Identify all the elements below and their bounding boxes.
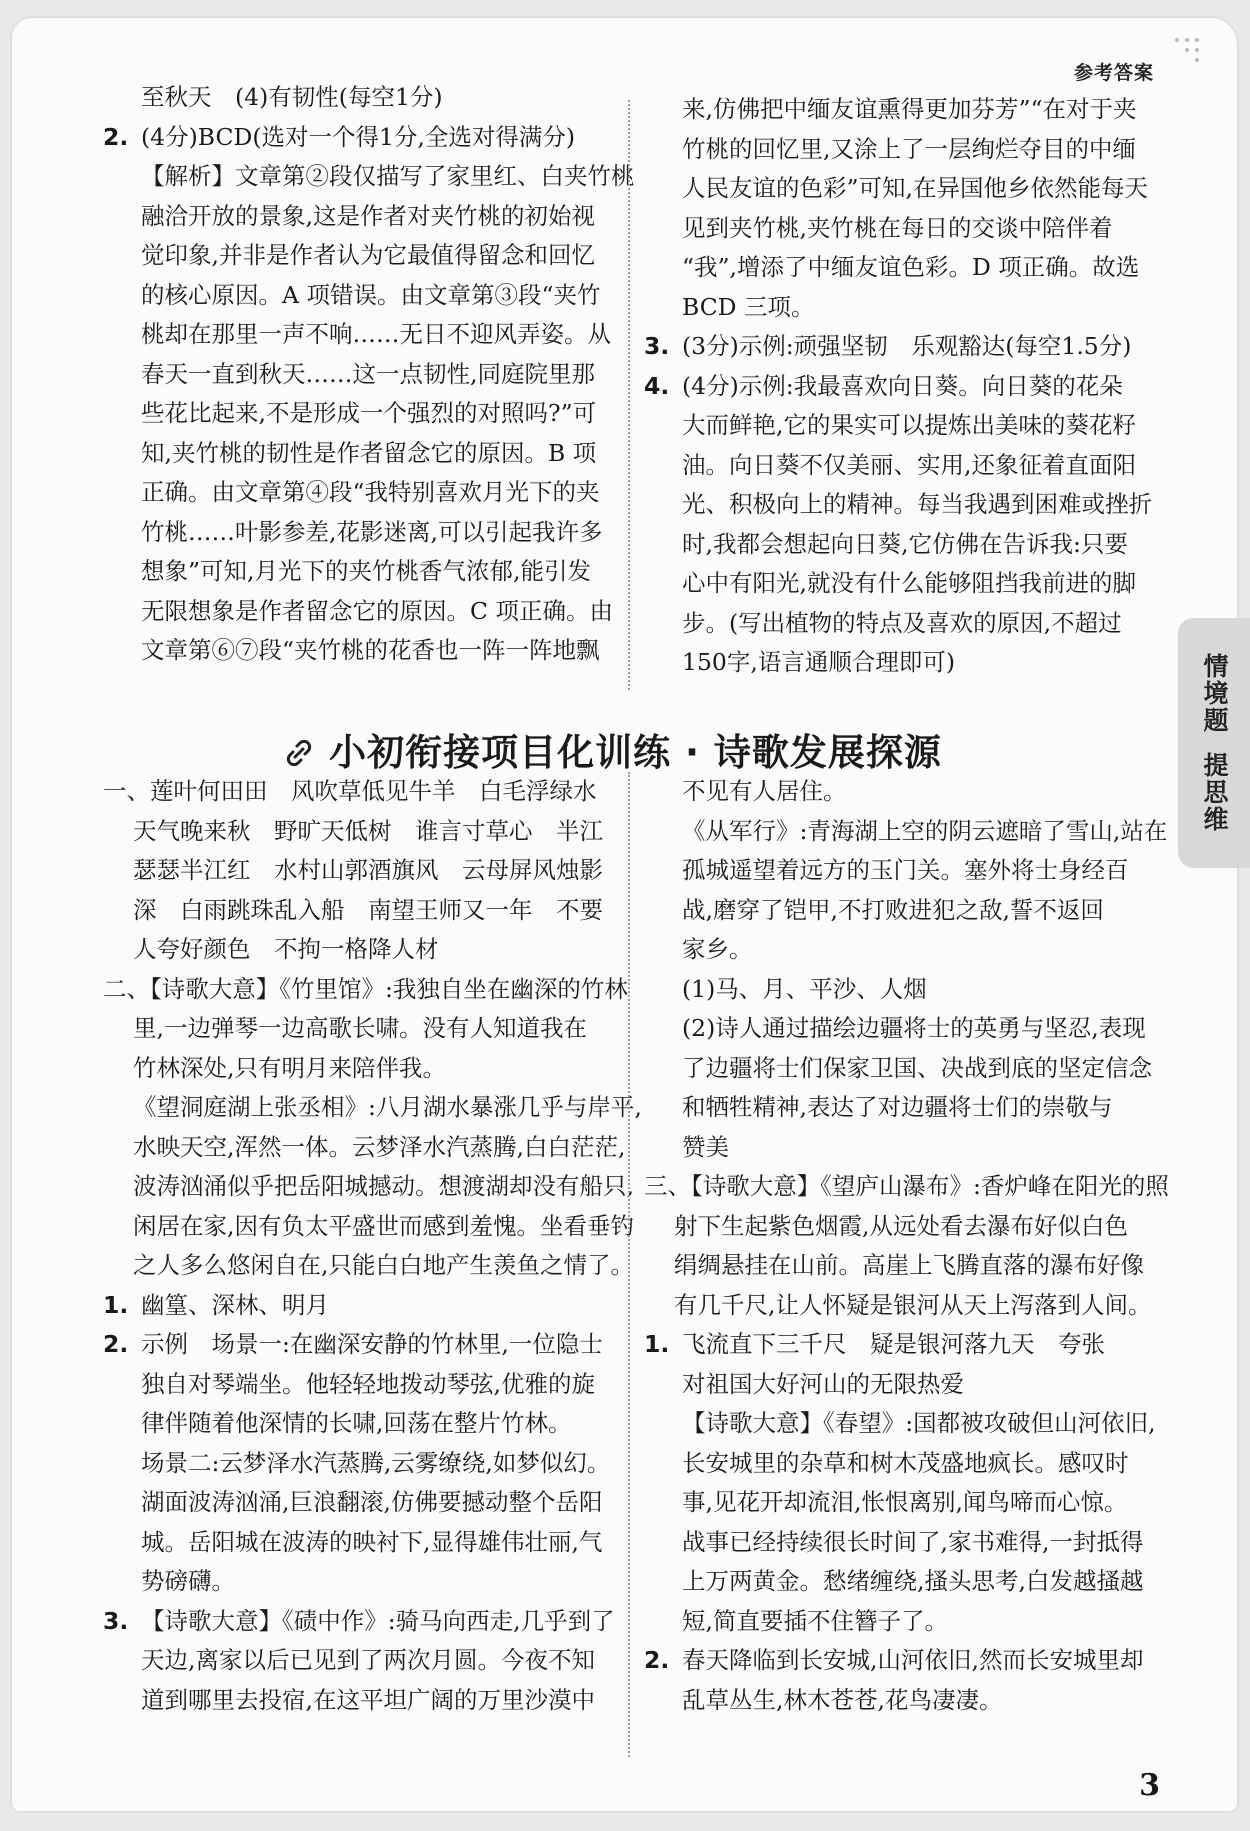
text-line: 场景二:云梦泽水汽蒸腾,云雾缭绕,如梦似幻。 (141, 1448, 611, 1477)
text-line: (4分)示例:我最喜欢向日葵。向日葵的花朵 (682, 371, 1123, 400)
text-line: 不见有人居住。 (682, 777, 847, 805)
question-3-header (103, 1602, 642, 1642)
question-2-header (103, 1325, 642, 1365)
text-line: 家乡。 (682, 935, 753, 963)
item-number: 3. (644, 332, 670, 360)
text-line: 一、莲叶何田田 风吹草低见牛羊 白毛浮绿水 (103, 777, 597, 805)
text-line: 城。岳阳城在波涛的映衬下,显得雄伟壮丽,气 (141, 1527, 603, 1556)
link-icon (283, 737, 315, 769)
text-line: 赞美 (682, 1132, 729, 1161)
question-1 (103, 1286, 642, 1326)
text-line: 竹林深处,只有明月来陪伴我。 (133, 1053, 446, 1082)
text-line: 光、积极向上的精神。每当我遇到困难或挫折 (682, 490, 1152, 518)
page-number: 3 (1139, 1768, 1160, 1803)
question-3 (644, 327, 1152, 367)
text-line: 【解析】文章第②段仅描写了家里红、白夹竹桃 (141, 162, 635, 190)
text-line: 示例 场景一:在幽深安静的竹林里,一位隐士 (141, 1330, 603, 1358)
text-line: 律伴随着他深情的长啸,回荡在整片竹林。 (141, 1409, 572, 1437)
text-line: 桃却在那里一声不响……无日不迎风弄姿。从 (141, 320, 611, 348)
text-line: 长安城里的杂草和树木茂盛地疯长。感叹时 (682, 1448, 1129, 1477)
text-line: 来,仿佛把中缅友谊熏得更加芬芳”“在对于夹 (682, 95, 1137, 123)
bottom-left-column (103, 772, 642, 1720)
text-line: 和牺牲精神,表达了对边疆将士们的崇敬与 (682, 1093, 1113, 1121)
text-line: 【诗歌大意】《春望》:国都被攻破但山河依旧, (682, 1409, 1156, 1437)
text-line: 至秋天 (4)有韧性(每空1分) (141, 83, 443, 111)
text-line: 势磅礴。 (141, 1567, 235, 1595)
text-line: 正确。由文章第④段“我特别喜欢月光下的夹 (141, 478, 600, 506)
text-line: 上万两黄金。愁绪缠绕,搔头思考,白发越搔越 (682, 1567, 1144, 1595)
text-line: 战事已经持续很长时间了,家书难得,一封抵得 (682, 1527, 1144, 1556)
text-line: 瑟瑟半江红 水村山郭酒旗风 云母屏风烛影 (133, 856, 603, 884)
text-line: 幽篁、深林、明月 (141, 1290, 329, 1319)
header-label: 参考答案 (1073, 62, 1154, 84)
text-line: 竹桃……叶影参差,花影迷离,可以引起我许多 (141, 517, 603, 546)
question-1-header (644, 1325, 1169, 1365)
text-line: 湖面波涛汹涌,巨浪翻滚,仿佛要撼动整个岳阳 (141, 1488, 603, 1516)
text-line: 射下生起紫色烟霞,从远处看去瀑布好似白色 (674, 1211, 1128, 1240)
text-line: 竹桃的回忆里,又涂上了一层绚烂夺目的中缅 (682, 134, 1136, 163)
text-line: 事,见花开却流泪,怅恨离别,闻鸟啼而心惊。 (682, 1488, 1128, 1516)
text-line: (3分)示例:顽强坚韧 乐观豁达(每空1.5分) (682, 332, 1132, 360)
text-line: 些花比起来,不是形成一个强烈的对照吗?”可 (141, 399, 597, 427)
text-line: 战,磨穿了铠甲,不打败进犯之敌,誓不返回 (682, 895, 1104, 924)
text-line: 《从军行》:青海湖上空的阴云遮暗了雪山,站在 (682, 816, 1168, 845)
text-line: 了边疆将士们保家卫国、决战到底的坚定信念 (682, 1053, 1152, 1082)
text-line: 觉印象,并非是作者认为它最值得留念和回忆 (141, 241, 595, 269)
column-divider-bottom (628, 772, 630, 1757)
text-line: 飞流直下三千尺 疑是银河落九天 夸张 (682, 1330, 1105, 1358)
text-line: 短,简直要插不住簪子了。 (682, 1606, 948, 1635)
text-line: 绢绸悬挂在山前。高崖上飞腾直落的瀑布好像 (674, 1251, 1144, 1279)
text-line: 春天降临到长安城,山河依旧,然而长安城里却 (682, 1646, 1144, 1674)
item-number: 2. (103, 1330, 129, 1358)
text-line: 之人多么悠闲自在,只能白白地产生羡鱼之情了。 (133, 1251, 634, 1279)
text-line: 人民友谊的色彩”可知,在异国他乡依然能每天 (682, 174, 1148, 202)
section-title-text: 小初衔接项目化训练 · 诗歌发展探源 (329, 731, 942, 774)
question-2-header (103, 118, 635, 158)
text-line: 融洽开放的景象,这是作者对夹竹桃的初始视 (141, 201, 595, 230)
text-line: 乱草丛生,林木苍苍,花鸟凄凄。 (682, 1685, 1003, 1714)
section-title (0, 722, 1225, 776)
column-divider-top (628, 100, 630, 690)
text-line: 闲居在家,因有负太平盛世而感到羞愧。坐看垂钓 (133, 1211, 634, 1240)
text-line: 人夸好颜色 不拘一格降人材 (133, 935, 439, 963)
text-line: (2)诗人通过描绘边疆将士的英勇与坚忍,表现 (682, 1014, 1146, 1042)
text-line: 《望洞庭湖上张丞相》:八月湖水暴涨几乎与岸平, (133, 1093, 642, 1121)
question-4-header (644, 367, 1152, 407)
item-number: 2. (103, 122, 129, 151)
text-line: 想象”可知,月光下的夹竹桃香气浓郁,能引发 (141, 557, 591, 585)
corner-decoration (1167, 32, 1217, 72)
item-number: 2. (644, 1646, 670, 1674)
top-left-column (103, 78, 635, 671)
side-tab-line2: 提思维 (1200, 752, 1229, 833)
text-line: 二、【诗歌大意】《竹里馆》:我独自坐在幽深的竹林 (103, 974, 628, 1003)
text-line: 有几千尺,让人怀疑是银河从天上泻落到人间。 (674, 1290, 1152, 1319)
text-line: 150字,语言通顺合理即可) (682, 648, 955, 676)
item-number: 3. (103, 1606, 129, 1635)
text-line: (4分)BCD(选对一个得1分,全选对得满分) (141, 122, 576, 151)
text-line: 油。向日葵不仅美丽、实用,还象征着直面阳 (682, 450, 1136, 479)
text-line: 波涛汹涌似乎把岳阳城撼动。想渡湖却没有船只, (133, 1172, 634, 1200)
text-line: 道到哪里去投宿,在这平坦广阔的万里沙漠中 (141, 1685, 595, 1714)
text-line: 无限想象是作者留念它的原因。C 项正确。由 (141, 596, 613, 625)
item-number: 1. (644, 1330, 670, 1358)
text-line: 【诗歌大意】《碛中作》:骑马向西走,几乎到了 (141, 1606, 615, 1635)
item-number: 4. (644, 371, 670, 400)
text-line: 的核心原因。A 项错误。由文章第③段“夹竹 (141, 280, 601, 309)
text-line: 三、【诗歌大意】《望庐山瀑布》:香炉峰在阳光的照 (644, 1172, 1169, 1200)
text-line: “我”,增添了中缅友谊色彩。D 项正确。故选 (682, 253, 1140, 281)
text-line: 知,夹竹桃的韧性是作者留念它的原因。B 项 (141, 438, 597, 467)
text-line: 独自对琴端坐。他轻轻地拨动琴弦,优雅的旋 (141, 1369, 595, 1398)
text-line: 对祖国大好河山的无限热爱 (682, 1369, 964, 1398)
text-line: 心中有阳光,就没有什么能够阻挡我前进的脚 (682, 569, 1136, 597)
top-right-column (644, 90, 1152, 683)
side-tab-line1: 情境题 (1200, 653, 1229, 734)
text-line: 天气晚来秋 野旷天低树 谁言寸草心 半江 (133, 816, 603, 845)
question-2-header (644, 1641, 1169, 1681)
text-line: 时,我都会想起向日葵,它仿佛在告诉我:只要 (682, 529, 1128, 558)
text-line: 见到夹竹桃,夹竹桃在每日的交谈中陪伴着 (682, 213, 1113, 242)
text-line: 大而鲜艳,它的果实可以提炼出美味的葵花籽 (682, 411, 1136, 439)
text-line: 水映天空,浑然一体。云梦泽水汽蒸腾,白白茫茫, (133, 1132, 626, 1161)
item-number: 1. (103, 1290, 129, 1319)
text-line: BCD 三项。 (682, 292, 815, 321)
text-line: 步。(写出植物的特点及喜欢的原因,不超过 (682, 608, 1122, 637)
text-line: 天边,离家以后已见到了两次月圆。今夜不知 (141, 1646, 595, 1674)
text-line: (1)马、月、平沙、人烟 (682, 974, 927, 1003)
text-line: 深 白雨跳珠乱入船 南望王师又一年 不要 (133, 895, 603, 924)
bottom-right-column (644, 772, 1169, 1720)
text-line: 孤城遥望着远方的玉门关。塞外将士身经百 (682, 856, 1129, 884)
text-line: 春天一直到秋天……这一点韧性,同庭院里那 (141, 359, 595, 388)
text-line: 里,一边弹琴一边高歌长啸。没有人知道我在 (133, 1014, 587, 1042)
text-line: 文章第⑥⑦段“夹竹桃的花香也一阵一阵地飘 (141, 636, 600, 664)
